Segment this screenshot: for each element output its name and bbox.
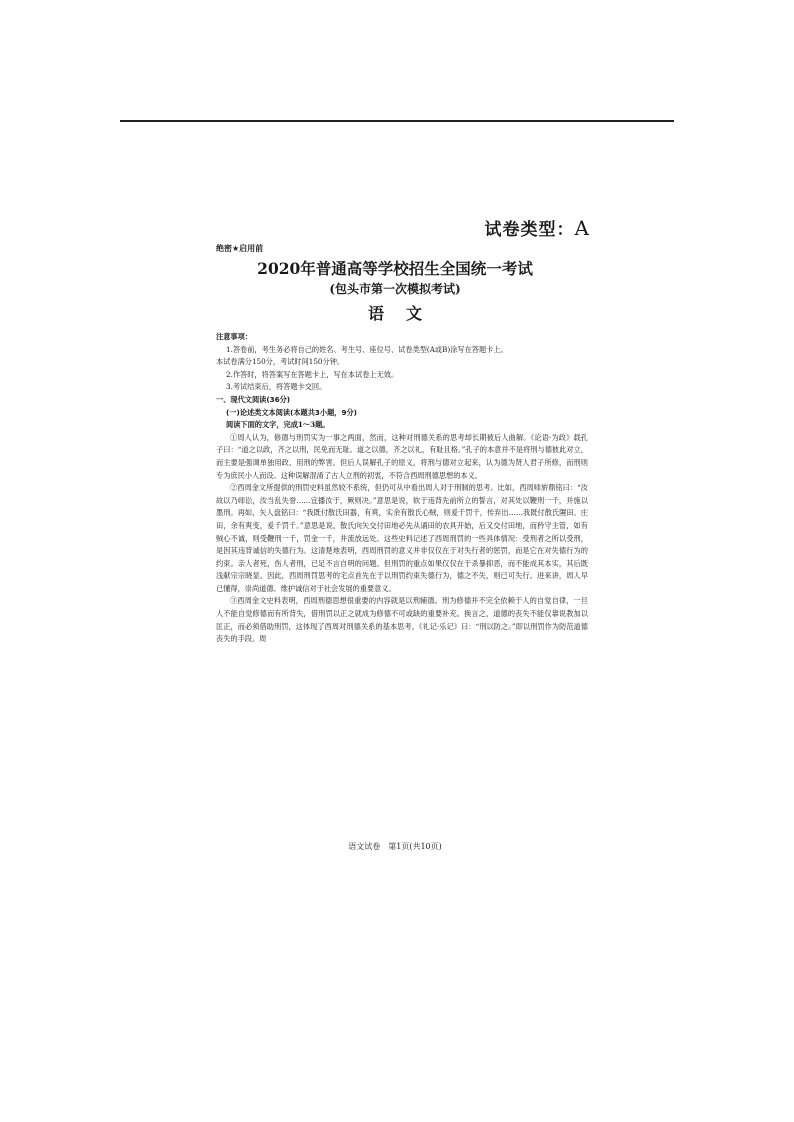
paper-type xyxy=(485,215,590,240)
exam-body xyxy=(216,331,588,646)
note-item-1-cont: 本试卷满分150分，考试时间150分钟。 xyxy=(216,357,345,367)
paper-type-value: A xyxy=(574,216,590,240)
subject-title: 语文 xyxy=(367,304,444,323)
exam-title: 2020年普通高等学校招生全国统一考试 xyxy=(257,259,533,278)
exam-subtitle: (包头市第一次模拟考试) xyxy=(329,282,461,296)
notes-heading: 注意事项： xyxy=(216,332,252,341)
passage-paragraph-3: ③西周金文史料表明，西周刑德思想很重要的内容就是以刑辅德。刑为修德并不完全依赖于人的自觉自律，一旦人不能自觉修德而有所背失，借刑罚以正之就成为修德不可或缺的重要补充。换言之，道德的丧失不能仅靠说教加以匡正，而必须借助刑罚，这体现了西周对刑德关系的基本思考。《礼记·乐记》曰：“刑以防之。”即以刑罚作为防范道德丧失的手段。周 xyxy=(216,596,588,644)
note-item-3: 3.考试结束后，将答题卡交回。 xyxy=(226,382,327,392)
section-title: 一、现代文阅读(36分) xyxy=(216,394,291,404)
secret-mark: 绝密★启用前 xyxy=(216,244,264,253)
passage-paragraph-2: ②西周金文所提供的刑罚史料虽然较不系统，但仍可从中看出周人对于刑制的思考。比如，西周师旂鼎铭曰：“汝故以乃师讼，汝当乱失誉……宜播汝于，厥则决。”意思是说，软于违背先前所立的誓言，对其处以鞭刑一千，并施以墨刑。再如，矢人盘铭曰：“我既付散氏田器，有爽，实余有散氏心贼，则爰千罚千，传弃出……我既付散氏隰田、庄田，余有爽变，爰千罚千。”意思是说，散氏向矢交付田地必先从诵田的农具开始，后又交付田地，而矜守主管，如有贼心不诚，则受鞭刑一千，罚金一千，并流放远处。这些史料记述了西周刑罚的一些具体情况：受刑者之所以受刑，是因其违背诚信的失德行为。这清楚地表明，西周刑罚的意义并非仅仅在于对失行者的惩罚，而是它在对失德行为的约束。亲人者死，伤人者刑，已足不言自明的问题。但刑罚的重点如果仅仅在于杀暴抑恶，而不能成其本实，其后既浅献宗宗晓显。因此，西周刑罚思考的宅点首先在于以刑罚约束失德行为，德之不失，则已可失行。进来讲，周人早已懂得，崇尚道德、维护诚信对于社会发展的重要意义。 xyxy=(216,483,588,593)
passage-paragraph-1: ①周人认为，修德与刑罚实为一事之两面，然而，这种对刑德关系的思考却长期被后人曲解。《论语·为政》载孔子曰：“道之以政，齐之以刑，民免而无耻。道之以德，齐之以礼，有耻且格。”孔子的本意并不是将刑与德彼此对立，而主要是强调单独用政、用刑的弊害。但后人误解孔子的原义，将刑与德对立起来，认为德为贤人君子所修，而刑则专为庶民小人而设。这种误解混淆了古人立刑的初衷，不符合西周刑德思想的本义。 xyxy=(216,432,588,480)
note-item-1: 1.答卷前，考生务必将自己的姓名、考生号、座位号、试卷类型(A或B)涂写在答题卡上。 xyxy=(226,344,508,354)
subsection-title: (一)论述类文本阅读(本题共3小题，9分) xyxy=(226,407,357,417)
page-footer: 语文试卷 第1页(共10页) xyxy=(348,842,442,851)
note-item-2: 2.作答时，将答案写在答题卡上，写在本试卷上无效。 xyxy=(226,369,399,379)
top-border-rule xyxy=(120,120,674,122)
reading-instruction: 阅读下面的文字，完成1～3题。 xyxy=(226,420,330,430)
paper-type-label: 试卷类型： xyxy=(484,220,575,240)
